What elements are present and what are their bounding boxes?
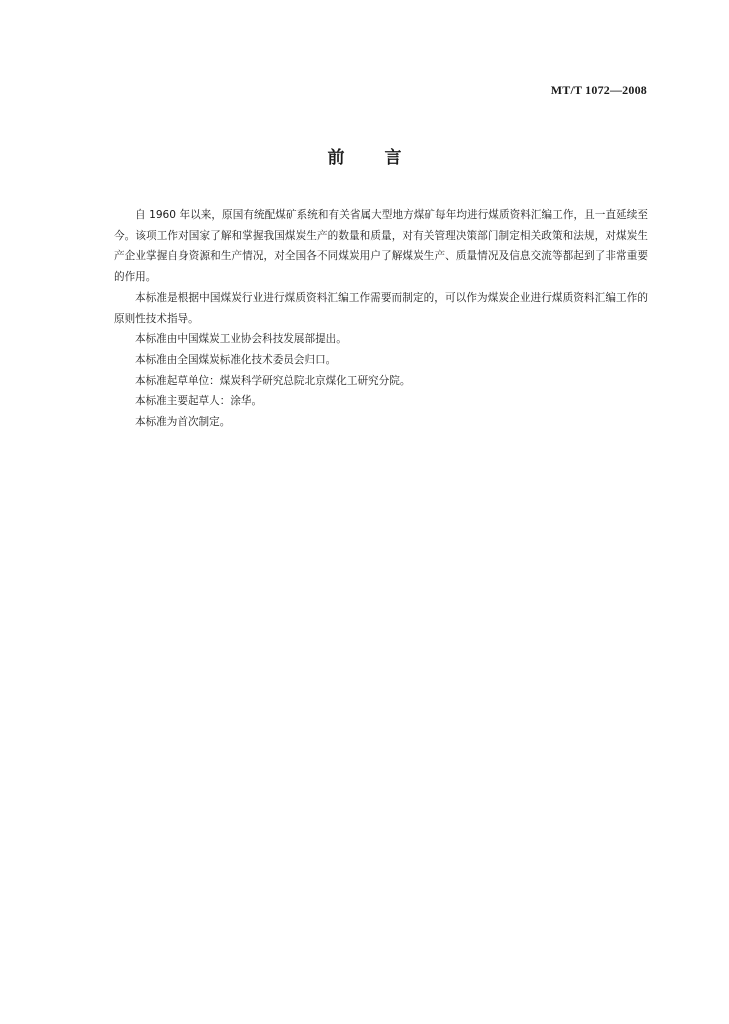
- page-title: [0, 146, 729, 170]
- paragraph-drafter: 本标准主要起草人：涂华。: [135, 395, 263, 408]
- paragraph-history: 自 1960 年以来，原国有统配煤矿系统和有关省属大型地方煤矿每年均进行煤质资料汇编工作，且一直延续至今。该项工作对国家了解和掌握我国煤炭生产的数量和质量，对有关管理决策部门制定相关政策和法规，对煤炭生产企业掌握自身资源和生产情况，对全国各不同煤炭用户了解煤炭生产、质量情况及信息交流等都起到了非常重要的作用。: [114, 209, 648, 284]
- paragraph-committee: 本标准由全国煤炭标准化技术委员会归口。: [135, 353, 337, 366]
- foreword-body: [114, 205, 648, 433]
- title-char-2: 言: [384, 148, 402, 168]
- paragraph-proposer: 本标准由中国煤炭工业协会科技发展部提出。: [135, 333, 347, 346]
- standard-code: MT/T 1072—2008: [550, 83, 647, 97]
- paragraph-first-edition: 本标准为首次制定。: [135, 416, 231, 429]
- paragraph-drafting-unit: 本标准起草单位：煤炭科学研究总院北京煤化工研究分院。: [135, 374, 411, 387]
- paragraph-purpose: 本标准是根据中国煤炭行业进行煤质资料汇编工作需要而制定的，可以作为煤炭企业进行煤质资料汇编工作的原则性技术指导。: [114, 291, 648, 325]
- title-char-1: 前: [327, 148, 345, 168]
